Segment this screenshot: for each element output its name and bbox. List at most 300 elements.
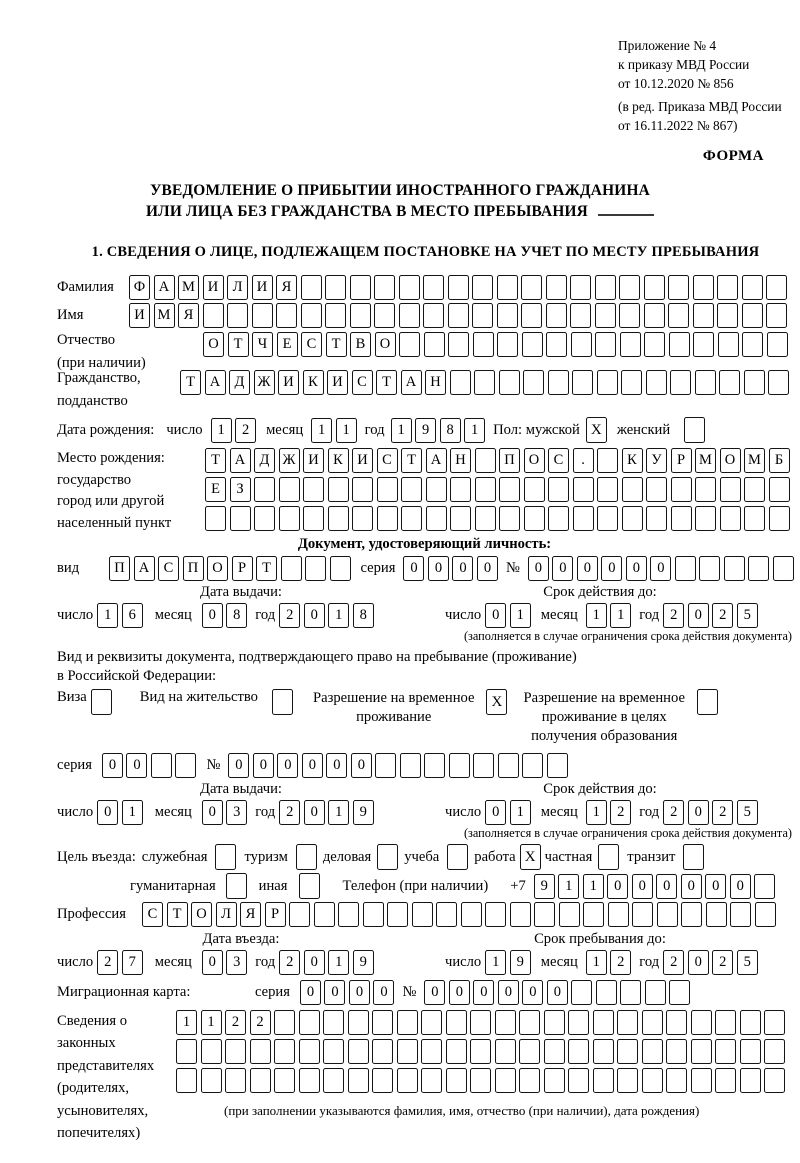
form-cell[interactable] <box>523 370 544 395</box>
form-cell[interactable] <box>544 1010 565 1035</box>
form-cell[interactable]: 9 <box>510 950 531 975</box>
form-cell[interactable] <box>274 1010 295 1035</box>
form-cell[interactable]: Я <box>240 902 261 927</box>
form-cell[interactable]: 0 <box>485 800 506 825</box>
form-cell[interactable]: 2 <box>610 950 631 975</box>
form-cell[interactable] <box>715 1010 736 1035</box>
form-cell[interactable]: С <box>158 556 179 581</box>
form-cell[interactable] <box>375 753 396 778</box>
form-cell[interactable]: О <box>375 332 396 357</box>
form-cell[interactable] <box>570 275 591 300</box>
form-cell[interactable] <box>176 1068 197 1093</box>
form-cell[interactable]: П <box>499 448 520 473</box>
form-cell[interactable]: 8 <box>353 603 374 628</box>
form-cell[interactable] <box>666 1010 687 1035</box>
form-cell[interactable]: 0 <box>449 980 470 1005</box>
form-cell[interactable] <box>568 1039 589 1064</box>
form-cell[interactable]: 1 <box>328 950 349 975</box>
form-cell[interactable]: С <box>377 448 398 473</box>
form-cell[interactable] <box>642 1010 663 1035</box>
form-cell[interactable]: Л <box>216 902 237 927</box>
form-cell[interactable] <box>744 477 765 502</box>
form-cell[interactable]: 0 <box>326 753 347 778</box>
form-cell[interactable]: Т <box>326 332 347 357</box>
form-cell[interactable] <box>424 332 445 357</box>
gender-female-checkbox[interactable] <box>684 417 705 443</box>
form-cell[interactable] <box>544 1068 565 1093</box>
form-cell[interactable] <box>521 303 542 328</box>
form-cell[interactable] <box>617 1068 638 1093</box>
form-cell[interactable]: И <box>252 275 273 300</box>
form-cell[interactable]: 1 <box>586 800 607 825</box>
form-cell[interactable] <box>449 753 470 778</box>
form-cell[interactable] <box>348 1010 369 1035</box>
form-cell[interactable] <box>450 370 471 395</box>
form-cell[interactable] <box>252 303 273 328</box>
form-cell[interactable]: 2 <box>250 1010 271 1035</box>
form-cell[interactable] <box>668 275 689 300</box>
form-cell[interactable]: 5 <box>737 950 758 975</box>
form-cell[interactable] <box>596 980 617 1005</box>
form-cell[interactable] <box>299 1010 320 1035</box>
form-cell[interactable] <box>646 477 667 502</box>
form-cell[interactable] <box>289 902 310 927</box>
form-cell[interactable] <box>671 477 692 502</box>
form-cell[interactable]: 0 <box>730 874 751 899</box>
form-cell[interactable] <box>754 874 775 899</box>
form-cell[interactable] <box>303 477 324 502</box>
form-cell[interactable] <box>568 1010 589 1035</box>
form-cell[interactable] <box>519 1010 540 1035</box>
form-cell[interactable] <box>608 902 629 927</box>
form-cell[interactable] <box>769 506 790 531</box>
form-cell[interactable]: И <box>203 275 224 300</box>
form-cell[interactable] <box>281 556 302 581</box>
form-cell[interactable]: 0 <box>202 603 223 628</box>
form-cell[interactable] <box>730 902 751 927</box>
form-cell[interactable]: О <box>207 556 228 581</box>
form-cell[interactable] <box>323 1010 344 1035</box>
form-cell[interactable]: К <box>303 370 324 395</box>
form-cell[interactable]: Т <box>167 902 188 927</box>
form-cell[interactable] <box>397 1010 418 1035</box>
form-cell[interactable] <box>769 477 790 502</box>
form-cell[interactable] <box>328 506 349 531</box>
form-cell[interactable] <box>620 332 641 357</box>
form-cell[interactable] <box>583 902 604 927</box>
form-cell[interactable]: И <box>303 448 324 473</box>
form-cell[interactable] <box>595 303 616 328</box>
form-cell[interactable]: А <box>426 448 447 473</box>
form-cell[interactable] <box>521 275 542 300</box>
form-cell[interactable] <box>644 275 665 300</box>
form-cell[interactable] <box>254 506 275 531</box>
form-cell[interactable] <box>695 370 716 395</box>
form-cell[interactable]: З <box>230 477 251 502</box>
form-cell[interactable] <box>203 303 224 328</box>
purpose-private-checkbox[interactable] <box>598 844 619 870</box>
form-cell[interactable] <box>645 980 666 1005</box>
form-cell[interactable]: 2 <box>663 800 684 825</box>
form-cell[interactable] <box>670 370 691 395</box>
form-cell[interactable] <box>461 902 482 927</box>
form-cell[interactable] <box>617 1010 638 1035</box>
form-cell[interactable]: 0 <box>577 556 598 581</box>
form-cell[interactable]: Е <box>205 477 226 502</box>
form-cell[interactable] <box>764 1010 785 1035</box>
form-cell[interactable] <box>666 1068 687 1093</box>
form-cell[interactable] <box>755 902 776 927</box>
temp-residence-checkbox[interactable]: X <box>486 689 507 715</box>
form-cell[interactable]: А <box>154 275 175 300</box>
form-cell[interactable] <box>740 1039 761 1064</box>
purpose-transit-checkbox[interactable] <box>683 844 704 870</box>
form-cell[interactable] <box>250 1039 271 1064</box>
form-cell[interactable]: 0 <box>632 874 653 899</box>
form-cell[interactable]: . <box>573 448 594 473</box>
form-cell[interactable] <box>299 1039 320 1064</box>
form-cell[interactable]: 0 <box>304 950 325 975</box>
form-cell[interactable] <box>314 902 335 927</box>
form-cell[interactable]: 5 <box>737 603 758 628</box>
form-cell[interactable]: 0 <box>349 980 370 1005</box>
form-cell[interactable] <box>350 275 371 300</box>
form-cell[interactable] <box>401 506 422 531</box>
form-cell[interactable] <box>548 370 569 395</box>
form-cell[interactable]: 9 <box>534 874 555 899</box>
form-cell[interactable]: К <box>622 448 643 473</box>
form-cell[interactable] <box>495 1068 516 1093</box>
form-cell[interactable]: 9 <box>415 418 436 443</box>
form-cell[interactable]: 0 <box>688 800 709 825</box>
form-cell[interactable] <box>495 1010 516 1035</box>
form-cell[interactable] <box>715 1068 736 1093</box>
form-cell[interactable]: Т <box>180 370 201 395</box>
form-cell[interactable]: А <box>134 556 155 581</box>
form-cell[interactable] <box>559 902 580 927</box>
form-cell[interactable] <box>571 980 592 1005</box>
form-cell[interactable] <box>766 303 787 328</box>
form-cell[interactable] <box>499 370 520 395</box>
form-cell[interactable]: М <box>695 448 716 473</box>
purpose-official-checkbox[interactable] <box>215 844 236 870</box>
form-cell[interactable] <box>230 506 251 531</box>
form-cell[interactable] <box>497 275 518 300</box>
form-cell[interactable]: 2 <box>235 418 256 443</box>
form-cell[interactable]: С <box>352 370 373 395</box>
form-cell[interactable]: 0 <box>477 556 498 581</box>
form-cell[interactable] <box>718 332 739 357</box>
form-cell[interactable]: 0 <box>202 800 223 825</box>
form-cell[interactable]: Е <box>277 332 298 357</box>
form-cell[interactable] <box>421 1010 442 1035</box>
form-cell[interactable]: О <box>524 448 545 473</box>
form-cell[interactable]: М <box>154 303 175 328</box>
form-cell[interactable] <box>323 1039 344 1064</box>
form-cell[interactable] <box>472 275 493 300</box>
form-cell[interactable] <box>424 753 445 778</box>
form-cell[interactable]: 1 <box>464 418 485 443</box>
form-cell[interactable]: П <box>183 556 204 581</box>
form-cell[interactable] <box>470 1068 491 1093</box>
form-cell[interactable] <box>348 1039 369 1064</box>
form-cell[interactable] <box>372 1010 393 1035</box>
form-cell[interactable] <box>495 1039 516 1064</box>
form-cell[interactable] <box>397 1068 418 1093</box>
form-cell[interactable]: 9 <box>353 950 374 975</box>
form-cell[interactable] <box>681 902 702 927</box>
form-cell[interactable] <box>473 332 494 357</box>
form-cell[interactable] <box>448 332 469 357</box>
form-cell[interactable]: 1 <box>328 800 349 825</box>
form-cell[interactable]: Д <box>229 370 250 395</box>
form-cell[interactable]: 0 <box>498 980 519 1005</box>
form-cell[interactable]: Р <box>671 448 692 473</box>
form-cell[interactable] <box>691 1068 712 1093</box>
purpose-study-checkbox[interactable] <box>447 844 468 870</box>
form-cell[interactable]: 0 <box>428 556 449 581</box>
form-cell[interactable]: М <box>744 448 765 473</box>
form-cell[interactable]: 0 <box>522 980 543 1005</box>
form-cell[interactable]: 0 <box>97 800 118 825</box>
form-cell[interactable] <box>693 303 714 328</box>
form-cell[interactable] <box>622 506 643 531</box>
form-cell[interactable]: А <box>205 370 226 395</box>
form-cell[interactable]: 0 <box>681 874 702 899</box>
form-cell[interactable] <box>205 506 226 531</box>
form-cell[interactable]: 7 <box>122 950 143 975</box>
form-cell[interactable] <box>377 506 398 531</box>
form-cell[interactable]: 0 <box>304 603 325 628</box>
form-cell[interactable] <box>695 506 716 531</box>
purpose-humanitarian-checkbox[interactable] <box>226 873 247 899</box>
form-cell[interactable] <box>485 902 506 927</box>
form-cell[interactable] <box>421 1068 442 1093</box>
form-cell[interactable] <box>632 902 653 927</box>
form-cell[interactable] <box>250 1068 271 1093</box>
form-cell[interactable]: 2 <box>225 1010 246 1035</box>
form-cell[interactable] <box>597 506 618 531</box>
purpose-business-checkbox[interactable] <box>377 844 398 870</box>
form-cell[interactable] <box>397 1039 418 1064</box>
form-cell[interactable] <box>719 370 740 395</box>
form-cell[interactable] <box>744 506 765 531</box>
form-cell[interactable] <box>450 506 471 531</box>
form-cell[interactable] <box>301 303 322 328</box>
form-cell[interactable] <box>374 303 395 328</box>
form-cell[interactable] <box>225 1039 246 1064</box>
form-cell[interactable]: 2 <box>97 950 118 975</box>
form-cell[interactable] <box>423 303 444 328</box>
form-cell[interactable] <box>426 477 447 502</box>
form-cell[interactable]: 1 <box>391 418 412 443</box>
form-cell[interactable] <box>646 506 667 531</box>
form-cell[interactable] <box>448 303 469 328</box>
form-cell[interactable] <box>450 477 471 502</box>
form-cell[interactable] <box>279 506 300 531</box>
edu-residence-checkbox[interactable] <box>697 689 718 715</box>
form-cell[interactable] <box>352 477 373 502</box>
form-cell[interactable] <box>426 506 447 531</box>
form-cell[interactable] <box>571 332 592 357</box>
form-cell[interactable]: А <box>401 370 422 395</box>
form-cell[interactable]: 0 <box>601 556 622 581</box>
form-cell[interactable]: 2 <box>663 950 684 975</box>
form-cell[interactable] <box>338 902 359 927</box>
form-cell[interactable] <box>619 303 640 328</box>
form-cell[interactable]: 1 <box>510 603 531 628</box>
purpose-other-checkbox[interactable] <box>299 873 320 899</box>
form-cell[interactable] <box>274 1039 295 1064</box>
form-cell[interactable]: 0 <box>705 874 726 899</box>
form-cell[interactable]: 0 <box>351 753 372 778</box>
form-cell[interactable] <box>330 556 351 581</box>
form-cell[interactable] <box>693 332 714 357</box>
form-cell[interactable] <box>325 275 346 300</box>
form-cell[interactable] <box>572 370 593 395</box>
form-cell[interactable]: 1 <box>211 418 232 443</box>
form-cell[interactable] <box>695 477 716 502</box>
form-cell[interactable]: 2 <box>610 800 631 825</box>
form-cell[interactable]: С <box>142 902 163 927</box>
form-cell[interactable]: 0 <box>688 950 709 975</box>
form-cell[interactable]: 0 <box>688 603 709 628</box>
form-cell[interactable] <box>748 556 769 581</box>
form-cell[interactable] <box>522 332 543 357</box>
form-cell[interactable] <box>524 506 545 531</box>
form-cell[interactable]: 0 <box>403 556 424 581</box>
form-cell[interactable] <box>544 1039 565 1064</box>
form-cell[interactable] <box>742 275 763 300</box>
form-cell[interactable] <box>740 1068 761 1093</box>
form-cell[interactable]: 1 <box>583 874 604 899</box>
form-cell[interactable] <box>325 303 346 328</box>
form-cell[interactable]: Т <box>401 448 422 473</box>
form-cell[interactable] <box>773 556 794 581</box>
form-cell[interactable]: 1 <box>97 603 118 628</box>
form-cell[interactable]: Т <box>228 332 249 357</box>
form-cell[interactable] <box>472 303 493 328</box>
form-cell[interactable] <box>593 1068 614 1093</box>
form-cell[interactable] <box>374 275 395 300</box>
form-cell[interactable]: Н <box>450 448 471 473</box>
form-cell[interactable] <box>274 1068 295 1093</box>
form-cell[interactable]: 2 <box>279 603 300 628</box>
form-cell[interactable] <box>201 1068 222 1093</box>
form-cell[interactable] <box>644 332 665 357</box>
form-cell[interactable]: 0 <box>228 753 249 778</box>
form-cell[interactable]: 0 <box>424 980 445 1005</box>
form-cell[interactable] <box>534 902 555 927</box>
form-cell[interactable]: Т <box>205 448 226 473</box>
form-cell[interactable]: 2 <box>712 800 733 825</box>
form-cell[interactable] <box>691 1039 712 1064</box>
form-cell[interactable] <box>693 275 714 300</box>
form-cell[interactable]: 2 <box>663 603 684 628</box>
form-cell[interactable]: 2 <box>279 950 300 975</box>
form-cell[interactable]: 8 <box>440 418 461 443</box>
form-cell[interactable] <box>621 370 642 395</box>
form-cell[interactable] <box>473 753 494 778</box>
form-cell[interactable] <box>524 477 545 502</box>
form-cell[interactable] <box>699 556 720 581</box>
form-cell[interactable] <box>399 303 420 328</box>
form-cell[interactable] <box>323 1068 344 1093</box>
form-cell[interactable] <box>470 1039 491 1064</box>
form-cell[interactable] <box>421 1039 442 1064</box>
form-cell[interactable] <box>593 1039 614 1064</box>
form-cell[interactable] <box>399 275 420 300</box>
form-cell[interactable]: У <box>646 448 667 473</box>
form-cell[interactable] <box>570 303 591 328</box>
form-cell[interactable]: 3 <box>226 800 247 825</box>
form-cell[interactable] <box>724 556 745 581</box>
form-cell[interactable] <box>666 1039 687 1064</box>
form-cell[interactable]: 1 <box>176 1010 197 1035</box>
form-cell[interactable] <box>475 448 496 473</box>
form-cell[interactable]: Ф <box>129 275 150 300</box>
form-cell[interactable] <box>717 303 738 328</box>
form-cell[interactable] <box>568 1068 589 1093</box>
form-cell[interactable] <box>279 477 300 502</box>
form-cell[interactable]: Т <box>256 556 277 581</box>
form-cell[interactable] <box>644 303 665 328</box>
form-cell[interactable] <box>546 275 567 300</box>
form-cell[interactable] <box>764 1039 785 1064</box>
form-cell[interactable]: И <box>327 370 348 395</box>
form-cell[interactable] <box>669 980 690 1005</box>
form-cell[interactable] <box>151 753 172 778</box>
form-cell[interactable] <box>675 556 696 581</box>
form-cell[interactable] <box>668 303 689 328</box>
form-cell[interactable]: 1 <box>201 1010 222 1035</box>
form-cell[interactable]: 0 <box>202 950 223 975</box>
form-cell[interactable]: 0 <box>300 980 321 1005</box>
form-cell[interactable] <box>573 506 594 531</box>
form-cell[interactable]: 0 <box>373 980 394 1005</box>
form-cell[interactable] <box>642 1039 663 1064</box>
form-cell[interactable]: Р <box>265 902 286 927</box>
form-cell[interactable] <box>646 370 667 395</box>
form-cell[interactable]: Л <box>227 275 248 300</box>
form-cell[interactable] <box>622 477 643 502</box>
form-cell[interactable] <box>387 902 408 927</box>
form-cell[interactable] <box>657 902 678 927</box>
form-cell[interactable] <box>720 477 741 502</box>
form-cell[interactable]: 0 <box>552 556 573 581</box>
form-cell[interactable]: И <box>129 303 150 328</box>
form-cell[interactable] <box>470 1010 491 1035</box>
form-cell[interactable]: 6 <box>122 603 143 628</box>
visa-checkbox[interactable] <box>91 689 112 715</box>
form-cell[interactable] <box>642 1068 663 1093</box>
form-cell[interactable] <box>573 477 594 502</box>
form-cell[interactable] <box>474 370 495 395</box>
form-cell[interactable] <box>372 1068 393 1093</box>
form-cell[interactable] <box>510 902 531 927</box>
form-cell[interactable]: 0 <box>607 874 628 899</box>
form-cell[interactable]: 9 <box>353 800 374 825</box>
form-cell[interactable] <box>475 477 496 502</box>
form-cell[interactable] <box>620 980 641 1005</box>
form-cell[interactable] <box>519 1068 540 1093</box>
form-cell[interactable]: Я <box>276 275 297 300</box>
form-cell[interactable] <box>400 753 421 778</box>
form-cell[interactable]: О <box>720 448 741 473</box>
form-cell[interactable] <box>595 275 616 300</box>
form-cell[interactable]: Ж <box>254 370 275 395</box>
form-cell[interactable]: 0 <box>102 753 123 778</box>
